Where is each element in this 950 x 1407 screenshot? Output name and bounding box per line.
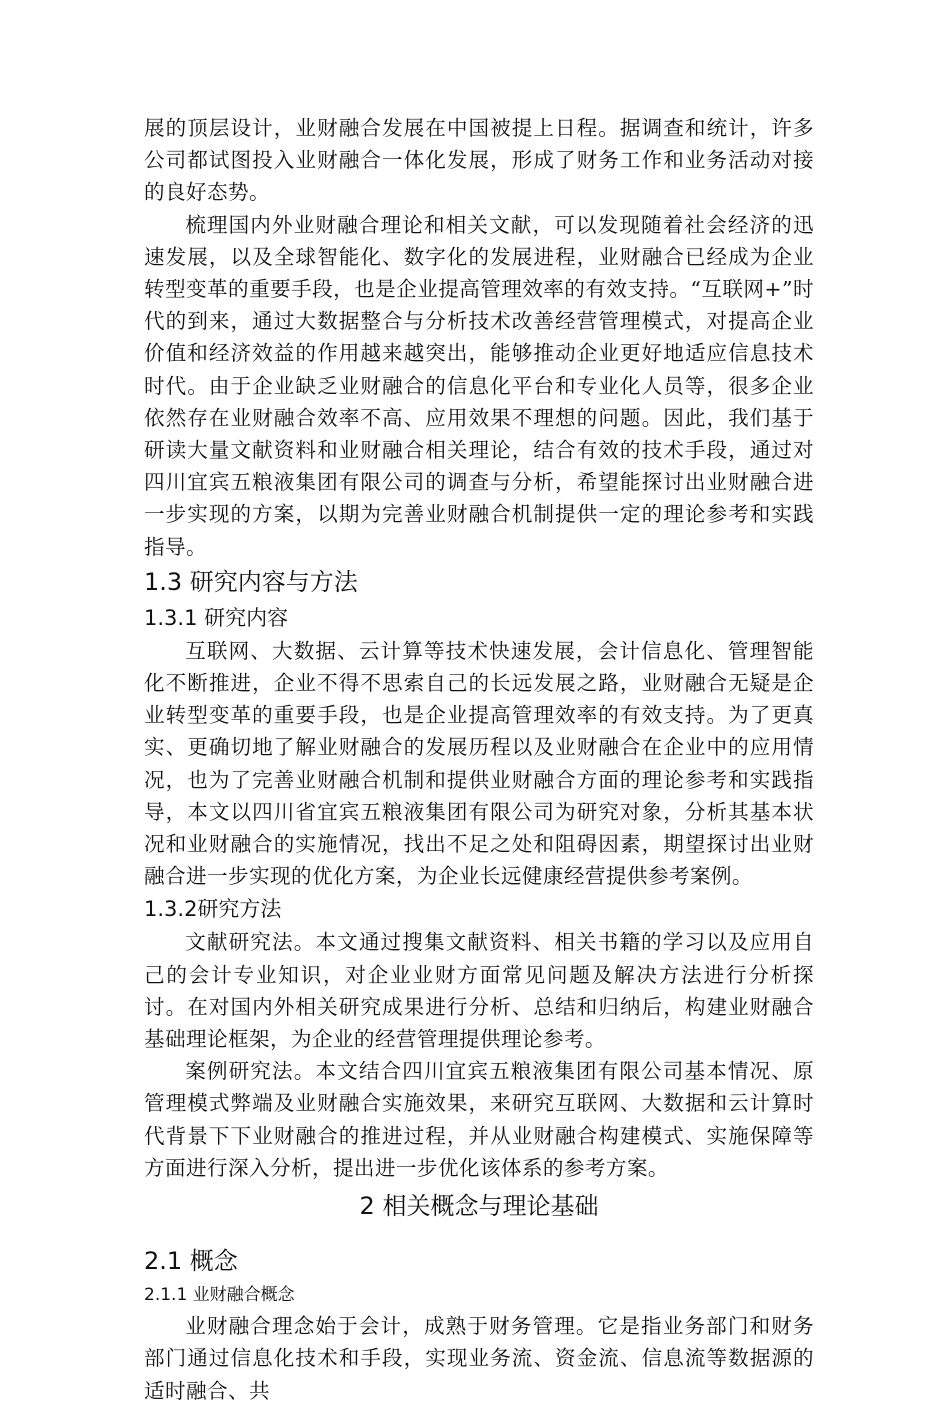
subsection-heading-1-3-1: 1.3.1 研究内容 [144,605,289,630]
subsection-heading-2-1-1: 2.1.1 业财融合概念 [144,1285,295,1306]
paragraph-literature-review: 梳理国内外业财融合理论和相关文献，可以发现随着社会经济的迅速发展，以及全球智能化、数字化的发展进程，业财融合已经成为企业转型变革的重要手段，也是企业提高管理效率的有效支持。“互联网+”时代的到来，通过大数据整合与分析技术改善经营管理模式，对提高企业价值和经济效益的作用越来越突出，能够推动企业更好地适应信息技术时代。由于企业缺乏业财融合的信息化平台和专业化人员等，很多企业依然存在业财融合效率不高、应用效果不理想的问题。因此，我们基于研读大量文献资料和业财融合相关理论，结合有效的技术手段，通过对四川宜宾五粮液集团有限公司的调查与分析，希望能探讨出业财融合进一步实现的方案，以期为完善业财融合机制提供一定的理论参考和实践指导。 [144,212,814,559]
section-heading-2-1: 2.1 概念 [144,1247,238,1276]
paragraph-literature-method: 文献研究法。本文通过搜集文献资料、相关书籍的学习以及应用自己的会计专业知识，对企业业财方面常见问题及解决方法进行分析探讨。在对国内外相关研究成果进行分析、总结和归纳后，构建业财融合基础理论框架，为企业的经营管理提供理论参考。 [144,930,814,1052]
paragraph-case-method: 案例研究法。本文结合四川宜宾五粮液集团有限公司基本情况、原管理模式弊端及业财融合实施效果，来研究互联网、大数据和云计算时代背景下下业财融合的推进过程，并从业财融合构建模式、实施保障等方面进行深入分析，提出进一步优化该体系的参考方案。 [144,1059,814,1180]
subsection-heading-1-3-2: 1.3.2研究方法 [144,897,282,922]
chapter-heading-2: 2 相关概念与理论基础 [359,1192,599,1221]
section-heading-1-3: 1.3 研究内容与方法 [144,567,358,596]
paragraph-research-content: 互联网、大数据、云计算等技术快速发展，会计信息化、管理智能化不断推进，企业不得不思索自己的长远发展之路，业财融合无疑是企业转型变革的重要手段，也是企业提高管理效率的有效支持。为了更真实、更确切地了解业财融合的发展历程以及业财融合在企业中的应用情况，也为了完善业财融合机制和提供业财融合方面的理论参考和实践指导，本文以四川省宜宾五粮液集团有限公司为研究对象，分析其基本状况和业财融合的实施情况，找出不足之处和阻碍因素，期望探讨出业财融合进一步实现的优化方案，为企业长远健康经营提供参考案例。 [144,638,814,889]
paragraph-concept-definition: 业财融合理念始于会计，成熟于财务管理。它是指业务部门和财务部门通过信息化技术和手段，实现业务流、资金流、信息流等数据源的适时融合、共 [144,1314,814,1403]
page-content [144,112,814,1407]
chapter-spacer [144,1228,814,1242]
paragraph-continuation: 展的顶层设计，业财融合发展在中国被提上日程。据调查和统计，许多公司都试图投入业财融合一体化发展，形成了财务工作和业务活动对接的良好态势。 [144,116,814,205]
